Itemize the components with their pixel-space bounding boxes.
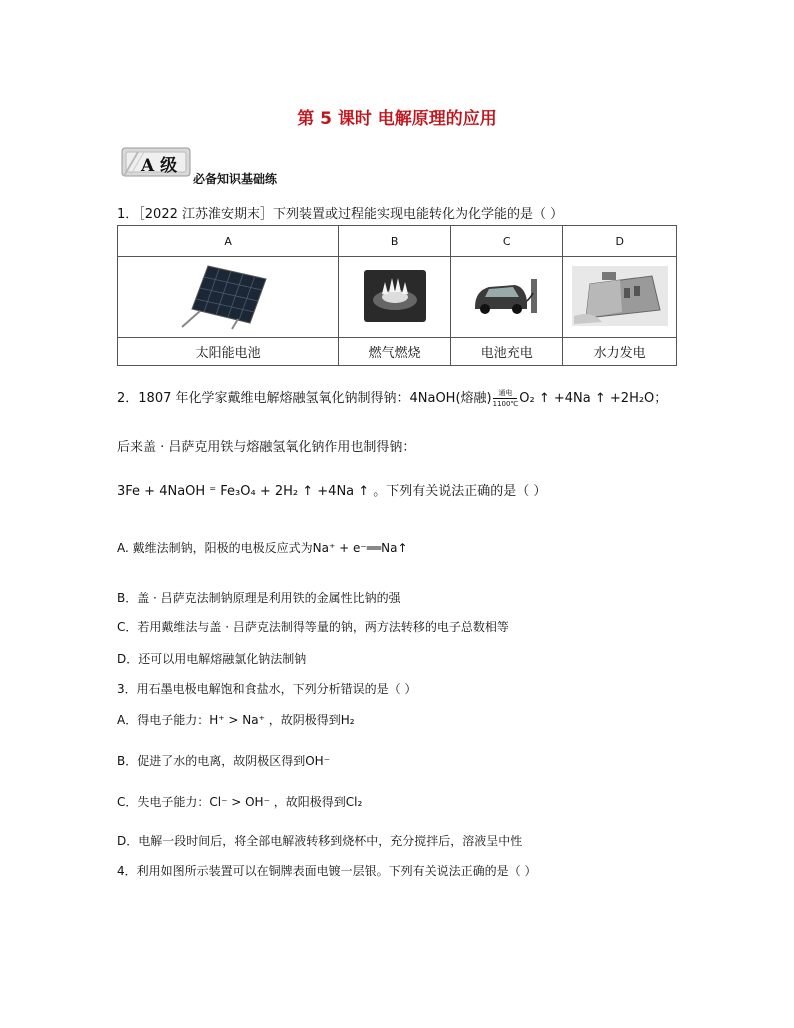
option-c-label: 电池充电 (451, 338, 563, 366)
question-2-option-a: A. 戴维法制钠，阳极的电极反应式为Na⁺ + e⁻══Na↑ (117, 541, 408, 555)
option-c-letter: C (451, 226, 563, 257)
question-3-option-d: D．电解一段时间后，将全部电解液转移到烧杯中，充分搅拌后，溶液呈中性 (117, 834, 523, 848)
solar-panel-icon (178, 261, 278, 331)
option-d-label: 水力发电 (563, 338, 677, 366)
condition-top: 通电 (498, 389, 513, 397)
condition-bottom: 1100℃ (492, 400, 519, 408)
option-a-image (118, 257, 339, 338)
option-d-image (563, 257, 677, 338)
option-a-label: 太阳能电池 (118, 338, 339, 366)
question-2-option-d: D．还可以用电解熔融氯化钠法制钠 (117, 652, 307, 666)
question-3-text: 3．用石墨电极电解饱和食盐水，下列分析错误的是（ ） (117, 682, 417, 696)
question-2-prefix: 2．1807 年化学家戴维电解熔融氢氧化钠制得钠：4NaOH(熔融) (117, 391, 492, 406)
option-a-letter: A (118, 226, 339, 257)
section-label: 必备知识基础练 (193, 172, 278, 186)
page-title: 第 5 课时 电解原理的应用 (297, 109, 497, 129)
question-2-option-b: B．盖 · 吕萨克法制钠原理是利用铁的金属性比钠的强 (117, 591, 401, 605)
option-b-letter: B (339, 226, 451, 257)
question-1-options-table (117, 225, 677, 366)
question-4-text: 4．利用如图所示装置可以在铜牌表面电镀一层银。下列有关说法正确的是（ ） (117, 864, 537, 878)
ev-charging-icon (467, 271, 547, 321)
question-3-option-c: C．失电子能力：Cl⁻ > OH⁻ ，故阳极得到Cl₂ (117, 795, 363, 809)
question-2-suffix: O₂ ↑ +4Na ↑ +2H₂O； (519, 391, 668, 406)
level-badge-text: A 级 (141, 156, 178, 176)
gas-burner-icon (362, 268, 428, 324)
question-2-line-1 (117, 387, 667, 408)
option-c-image (451, 257, 563, 338)
question-2-line-2: 后来盖 · 吕萨克用铁与熔融氢氧化钠作用也制得钠： (117, 440, 416, 455)
option-b-label: 燃气燃烧 (339, 338, 451, 366)
reaction-condition (493, 389, 519, 408)
option-d-letter: D (563, 226, 677, 257)
option-b-image (339, 257, 451, 338)
question-3-option-a: A．得电子能力：H⁺ > Na⁺ ，故阴极得到H₂ (117, 713, 355, 727)
question-1-text: 1．［2022 江苏淮安期末］下列装置或过程能实现电能转化为化学能的是（ ） (117, 207, 564, 222)
hydropower-dam-icon (572, 266, 668, 326)
question-2-option-c: C．若用戴维法与盖 · 吕萨克法制得等量的钠，两方法转移的电子总数相等 (117, 620, 509, 634)
question-3-option-b: B．促进了水的电离，故阴极区得到OH⁻ (117, 754, 331, 768)
question-2-line-3: 3Fe + 4NaOH ⁼ Fe₃O₄ + 2H₂ ↑ +4Na ↑ 。下列有关说法正确的是（ ） (117, 484, 547, 499)
